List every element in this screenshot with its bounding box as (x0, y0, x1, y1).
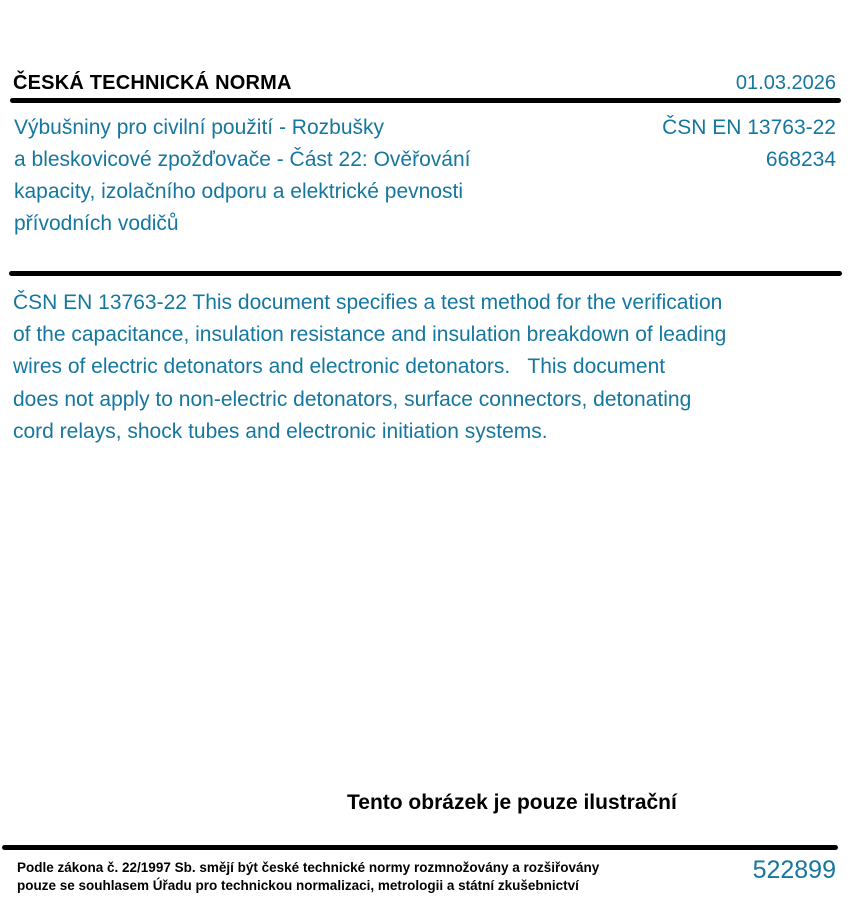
standard-title (14, 112, 470, 240)
document-number: 522899 (752, 856, 836, 884)
abstract-line: of the capacitance, insulation resistance and insulation breakdown of leading (13, 323, 727, 347)
catalog-number: 668234 (765, 148, 836, 171)
illustration-notice: Tento obrázek je pouze ilustrační (347, 791, 677, 814)
abstract-line: cord relays, shock tubes and electronic initiation systems. (13, 419, 548, 443)
abstract-line: ČSN EN 13763-22 This document specifies a test method for the verification (13, 291, 723, 314)
title-divider-rule (9, 271, 842, 276)
abstract-line: does not apply to non-electric detonators, surface connectors, detonating (13, 387, 692, 411)
page-title: ČESKÁ TECHNICKÁ NORMA (13, 72, 292, 94)
header-divider-rule (10, 98, 841, 103)
legal-notice (17, 859, 599, 894)
legal-notice-line: pouze se souhlasem Úřadu pro technickou normalizaci, metrologii a státní zkušebnictví (17, 877, 579, 893)
standard-title-line: a bleskovicové zpožďovače - Část 22: Ověřování (14, 148, 471, 171)
abstract-text (13, 287, 726, 448)
standard-reference (662, 112, 836, 176)
legal-notice-line: Podle zákona č. 22/1997 Sb. smějí být české technické normy rozmnožovány a rozšiřovány (17, 860, 600, 875)
abstract-line: wires of electric detonators and electronic detonators. This document (13, 355, 666, 379)
standard-title-line: přívodních vodičů (14, 212, 179, 235)
footer-divider-rule (2, 845, 838, 850)
publication-date: 01.03.2026 (735, 72, 836, 94)
standard-title-line: kapacity, izolačního odporu a elektrické pevnosti (14, 180, 464, 203)
standard-number: ČSN EN 13763-22 (662, 116, 836, 139)
standard-title-line: Výbušniny pro civilní použití - Rozbušky (14, 116, 384, 139)
